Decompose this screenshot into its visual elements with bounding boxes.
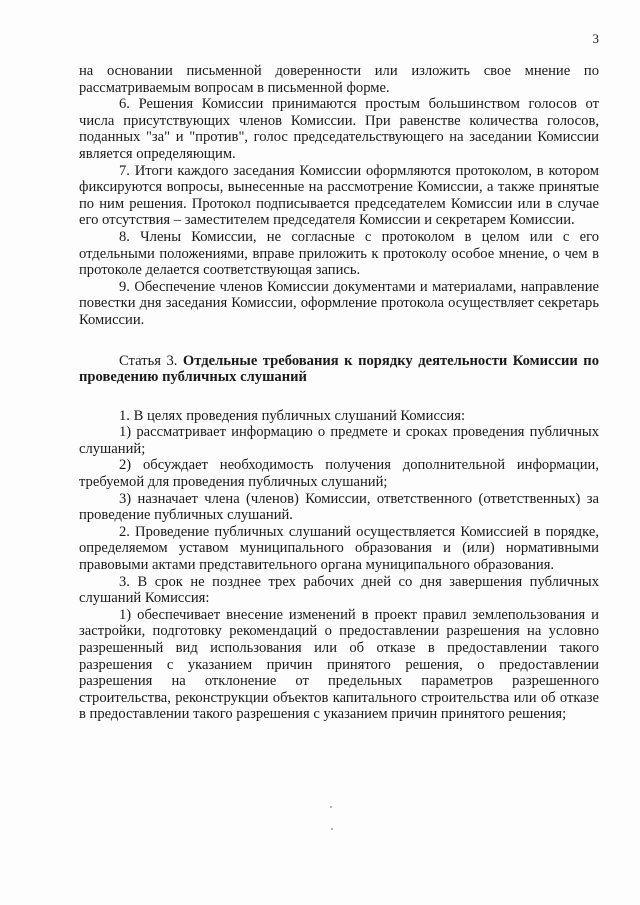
paragraph: 1) рассматривает информацию о предмете и сроках проведения публичных слушаний;	[79, 424, 599, 457]
paragraph: 6. Решения Комиссии принимаются простым большинством голосов от числа присутствующих членов Комиссии. При равенстве количества голосов, поданных "за" и "против", голос председательствующего на заседании Комиссии является определяющим.	[79, 96, 599, 162]
page-number: 3	[592, 31, 599, 46]
paragraph: 3. В срок не позднее трех рабочих дней со дня завершения публичных слушаний Комиссия:	[79, 573, 599, 607]
paragraph: 1) обеспечивает внесение изменений в проект правил землепользования и застройки, подготовку рекомендаций о предоставлении разрешения на условно разрешенный вид использования или об отказе в предоставлении такого разрешения с указанием причин принятого решения, о предоставлении разрешения на отклонение от предельных параметров разрешенного строительства, реконструкции объектов капитального строительства или об отказе в предоставлении такого разрешения с указанием причин принятого решения;	[79, 606, 599, 723]
paragraph: 7. Итоги каждого заседания Комиссии оформляются протоколом, в котором фиксируются вопросы, вынесенные на рассмотрение Комиссии, а также принятые по ним решения. Протокол подписывается председателем Комиссии или в случае его отсутствия – заместителем председателя Комиссии и секретарем Комиссии.	[79, 162, 599, 229]
paragraph: 3) назначает члена (членов) Комиссии, ответственного (ответственных) за проведение публичных слушаний.	[79, 490, 599, 524]
article-heading	[79, 353, 599, 386]
scan-speck	[331, 828, 333, 830]
paragraph: 2. Проведение публичных слушаний осуществляется Комиссией в порядке, определяемом уставом муниципального образования и (или) нормативными правовыми актами представительного органа муниципального образования.	[79, 523, 599, 574]
paragraph: 8. Члены Комиссии, не согласные с протоколом в целом или с его отдельными положениями, вправе приложить к протоколу особое мнение, о чем в протоколе делается соответствующая запись.	[79, 228, 599, 279]
article-prefix: Статья 3.	[119, 352, 183, 369]
article-title: Отдельные требования к порядку деятельности Комиссии по проведению публичных слушаний	[79, 352, 600, 386]
paragraph: 9. Обеспечение членов Комиссии документами и материалами, направление повестки дня заседания Комиссии, оформление протокола осуществляет секретарь Комиссии.	[79, 278, 599, 328]
paragraph: 2) обсуждает необходимость получения дополнительной информации, требуемой для проведения публичных слушаний;	[79, 457, 599, 491]
document-body	[79, 63, 599, 723]
paragraph: 1. В целях проведения публичных слушаний Комиссия:	[119, 407, 466, 424]
paragraph: на основании письменной доверенности или изложить свое мнение по рассматриваемым вопросам в письменной форме.	[79, 63, 599, 96]
scan-speck	[330, 806, 332, 808]
